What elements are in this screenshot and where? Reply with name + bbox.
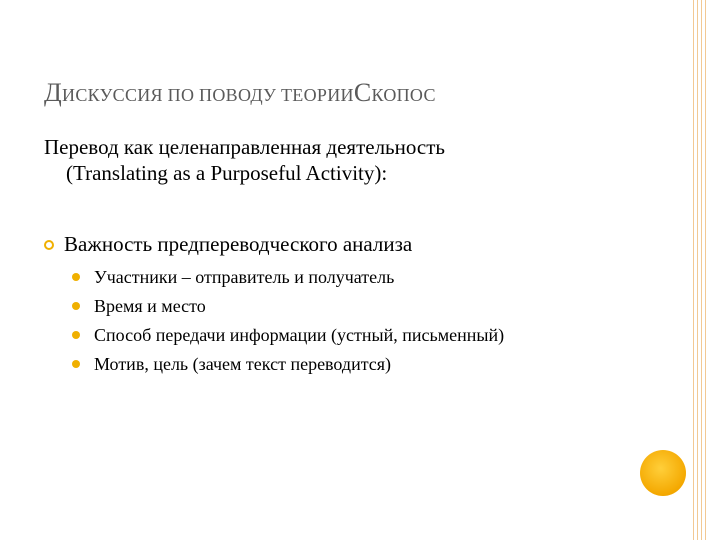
title-smallcaps: КОПОС — [371, 85, 436, 105]
intro-text — [44, 134, 644, 186]
frame-line — [705, 0, 706, 540]
slide-title — [44, 78, 436, 108]
title-smallcaps: ИСКУССИЯ ПО ПОВОДУ ТЕОРИИ — [62, 85, 354, 105]
ring-bullet-icon — [44, 240, 54, 250]
main-bullet-text: Важность предпереводческого анализа — [64, 232, 413, 256]
list-item — [72, 324, 532, 346]
decorative-orb — [640, 450, 686, 496]
intro-line: (Translating as a Purposeful Activity): — [66, 161, 388, 185]
list-item — [72, 353, 532, 375]
frame-line — [693, 0, 694, 540]
frame-line — [701, 0, 702, 540]
sub-bullet-list — [72, 266, 532, 382]
title-initial: С — [353, 78, 372, 107]
dot-bullet-icon — [72, 360, 80, 368]
list-item-text: Мотив, цель (зачем текст переводится) — [94, 354, 392, 374]
frame-line — [697, 0, 698, 540]
dot-bullet-icon — [72, 331, 80, 339]
list-item — [72, 295, 532, 317]
list-item-text: Способ передачи информации (устный, письменный) — [94, 325, 505, 345]
list-item — [72, 266, 532, 288]
intro-line: Перевод как целенаправленная деятельность — [44, 135, 445, 159]
dot-bullet-icon — [72, 273, 80, 281]
title-initial: Д — [44, 78, 63, 107]
main-bullet — [44, 232, 412, 257]
list-item-text: Участники – отправитель и получатель — [94, 267, 395, 287]
list-item-text: Время и место — [94, 296, 206, 316]
dot-bullet-icon — [72, 302, 80, 310]
